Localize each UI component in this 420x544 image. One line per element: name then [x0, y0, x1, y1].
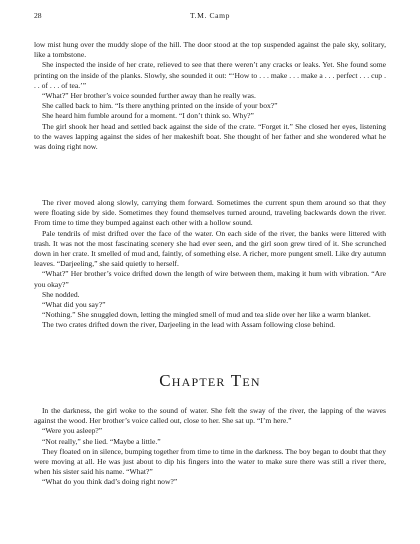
page-header [34, 11, 386, 21]
paragraph: She inspected the inside of her crate, relieved to see that there weren’t any cracks or leaks. Yet. She found some printing on the inside of the planks. Slowly, she sounded it out: “‘How to . . . make . . . make a . . . perfect . . . cup . . . of . . . of tea.’” [34, 60, 386, 90]
paragraph: low mist hung over the muddy slope of the hill. The door stood at the top suspended against the pale sky, solitary, like a tombstone. [34, 40, 386, 60]
paragraph: “What do you think dad’s doing right now?” [42, 477, 178, 487]
text-section-2 [34, 198, 386, 331]
chapter-title: Chapter Ten [159, 371, 261, 390]
paragraph: “Not really,” she lied. “Maybe a little.” [42, 436, 161, 446]
paragraph: The two crates drifted down the river, Darjeeling in the lead with Assam following close behind. [42, 320, 336, 330]
paragraph: They floated on in silence, bumping together from time to time in the darkness. The boy began to doubt that they were moving at all. He was just about to dip his fingers into the water to make sure there was still a river there, when his sister said his name. “What?” [34, 446, 386, 477]
paragraph: “Were you asleep?” [42, 426, 103, 436]
running-head: T.M. Camp [189, 11, 231, 20]
paragraph: “What?” Her brother’s voice sounded further away than he really was. [42, 91, 256, 101]
page-number: 28 [34, 11, 42, 20]
text-section-1 [34, 40, 386, 152]
paragraph: She called back to him. “Is there anything printed on the inside of your box?” [42, 101, 278, 111]
paragraph: “What?” Her brother’s voice drifted down the length of wire between them, making it hum with vibration. “Are you okay?” [34, 269, 386, 289]
text-section-3 [34, 406, 386, 488]
paragraph: Pale tendrils of mist drifted over the face of the water. On each side of the river, the banks were littered with trash. It was not the most fascinating scenery she had ever seen, and the girl soon grew tired of it. She scrunched down in her crate. It smelled of mud and, faintly, of something else. A richer, more pungent smell. Like dry autumn leaves. “Darjeeling,” she said quietly to herself. [34, 228, 386, 269]
paragraph: In the darkness, the girl woke to the sound of water. She felt the sway of the river, the lapping of the waves against the wood. Her brother’s voice called out, close to her. She sat up. “I’m here.” [34, 406, 386, 426]
paragraph: The river moved along slowly, carrying them forward. Sometimes the current spun them around so that they were floating side by side. Sometimes they found themselves turned around, traveling backwards down the river. From time to time they bumped against each other with a hollow sound. [34, 198, 386, 228]
paragraph: She heard him fumble around for a moment. “I don’t think so. Why?” [42, 111, 254, 121]
paragraph: “What did you say?” [42, 300, 106, 310]
paragraph: The girl shook her head and settled back against the side of the crate. “Forget it.” She closed her eyes, listening to the waves lapping against the sides of her makeshift boat. She thought of her father and she wondered what he was doing right now. [34, 121, 386, 152]
paragraph: “Nothing.” She snuggled down, letting the mingled smell of mud and tea slide over her like a warm blanket. [42, 310, 371, 320]
paragraph: She nodded. [42, 289, 80, 299]
